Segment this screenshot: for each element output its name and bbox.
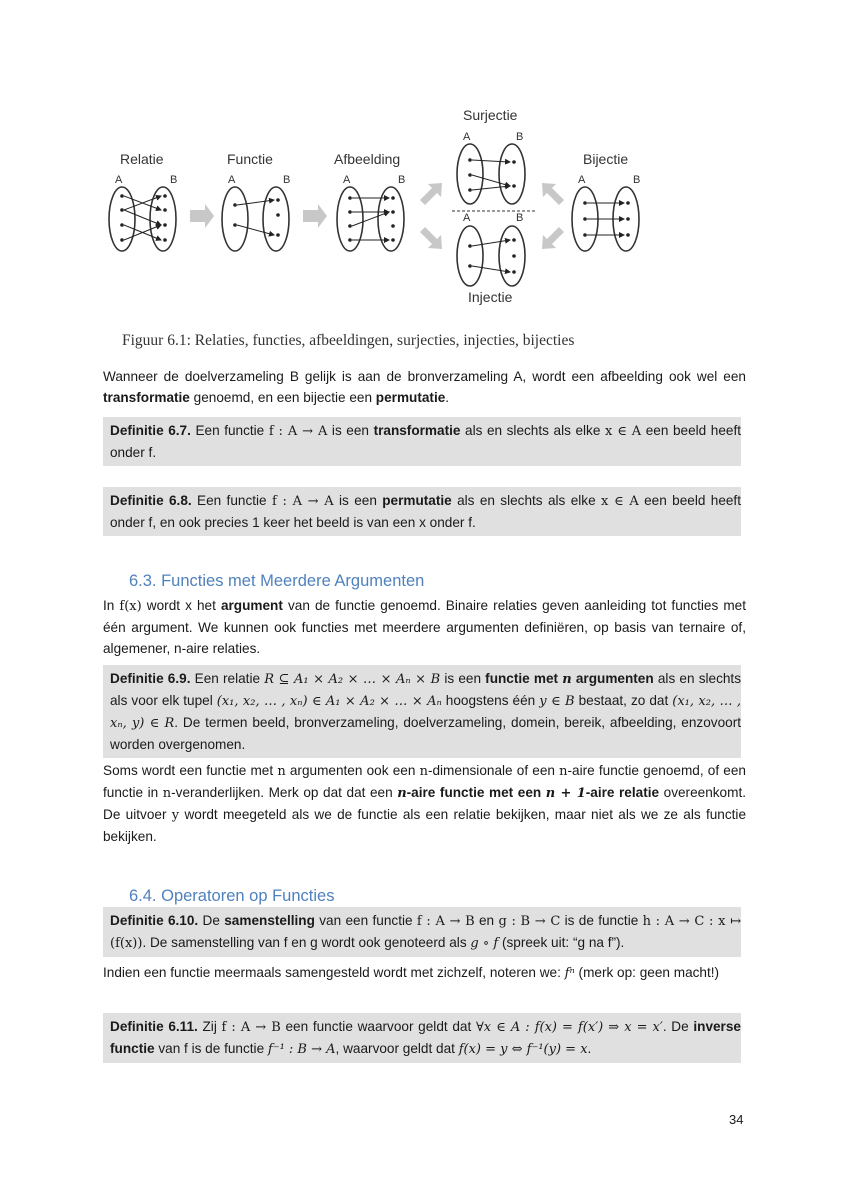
label-a-bijectie: A [578,174,586,186]
paragraph-n-aire: Soms wordt een functie met n argumenten ook een n-dimensionale of een n-aire functie genoemd, of een functie in n-veranderlijken. Merk op dat dat een n-aire functie met een n + 1-aire relatie overeenkomt. De uitvoer y wordt meegeteld als we de functie als een relatie bekijken, maar niet als we ze als functie bekijken. [103,763,747,844]
definition-6-8: Definitie 6.8. Een functie f : A → A is een permutatie als en slechts als elke x ∈ A een beeld heeft onder f, en ook precies 1 keer het beeld is van een x onder f. [103,487,741,536]
relatie-diagram [109,187,176,251]
paragraph-samenstelling: Indien een functie meermaals samengesteld wordt met zichzelf, noteren we: fⁿ (merk op: geen macht!) [103,965,720,981]
functie-diagram [222,187,289,251]
label-b-injectie: B [516,212,524,224]
section-heading-6-4: 6.4. Operatoren op Functies [129,887,335,905]
label-surjectie: Surjectie [463,107,518,123]
definition-label: Definitie 6.10. [110,913,199,928]
definition-label: Definitie 6.8. [110,493,192,508]
paragraph-argument: In f(x) wordt x het argument van de functie genoemd. Binaire relaties geven aanleiding tot functies met één argument. We kunnen ook functies met meerdere argumenten definiëren, op basis van ternaire of, algemener, n-aire relaties. [103,598,747,656]
label-a-functie: A [228,174,236,186]
definition-label: Definitie 6.9. [110,671,191,686]
definition-label: Definitie 6.11. [110,1019,198,1034]
label-functie: Functie [227,151,273,167]
label-a-relatie: A [115,174,123,186]
label-a-afbeelding: A [343,174,351,186]
definition-6-9: Definitie 6.9. Een relatie R ⊆ A₁ × A₂ × … × Aₙ × B is een functie met n argumenten als en slechts als voor elk tupel (x₁, x₂, … , xₙ) ∈ A₁ × A₂ × … × Aₙ hoogstens één y ∈ B bestaat, zo dat (x₁, x₂, … , xₙ, y) ∈ R. De termen beeld, bronverzameling, doelverzameling, domein, bereik, afbeelding, enzovoort worden overgenomen. [103,665,741,758]
label-relatie: Relatie [120,151,164,167]
label-injectie: Injectie [468,289,513,305]
injectie-diagram [457,226,525,286]
label-b-relatie: B [170,174,178,186]
definition-6-11: Definitie 6.11. Zij f : A → B een functie waarvoor geldt dat ∀x ∈ A : f(x) = f(x′) ⇒ x = x′. De inverse functie van f is de functie f⁻¹ : B → A, waarvoor geldt dat f(x) = y ⇔ f⁻¹(y) = x. [103,1013,741,1063]
definition-6-7: Definitie 6.7. Een functie f : A → A is een transformatie als en slechts als elke x ∈ A een beeld heeft onder f. [103,417,741,466]
label-bijectie: Bijectie [583,151,629,167]
figure-caption: Figuur 6.1: Relaties, functies, afbeeldingen, surjecties, injecties, bijecties [122,332,575,349]
paragraph-transformatie: Wanneer de doelverzameling B gelijk is aan de bronverzameling A, wordt een afbeelding ook wel een transformatie genoemd, en een bijectie een permutatie. [103,369,746,405]
label-b-functie: B [283,174,291,186]
label-b-surjectie: B [516,131,524,143]
label-b-afbeelding: B [398,174,406,186]
surjectie-diagram [457,144,525,204]
bijectie-diagram [572,187,639,251]
label-a-surjectie: A [463,131,471,143]
section-heading-6-3: 6.3. Functies met Meerdere Argumenten [129,572,425,590]
label-b-bijectie: B [633,174,641,186]
page-number: 34 [729,1112,744,1127]
definition-label: Definitie 6.7. [110,423,191,438]
label-afbeelding: Afbeelding [334,151,401,167]
afbeelding-diagram [337,187,404,251]
label-a-injectie: A [463,212,471,224]
definition-6-10: Definitie 6.10. De samenstelling van een functie f : A → B en g : B → C is de functie h : A → C : x ↦ (f(x)). De samenstelling van f en g wordt ook genoteerd als g ∘ f (spreek uit: “g na f”). [103,907,741,957]
